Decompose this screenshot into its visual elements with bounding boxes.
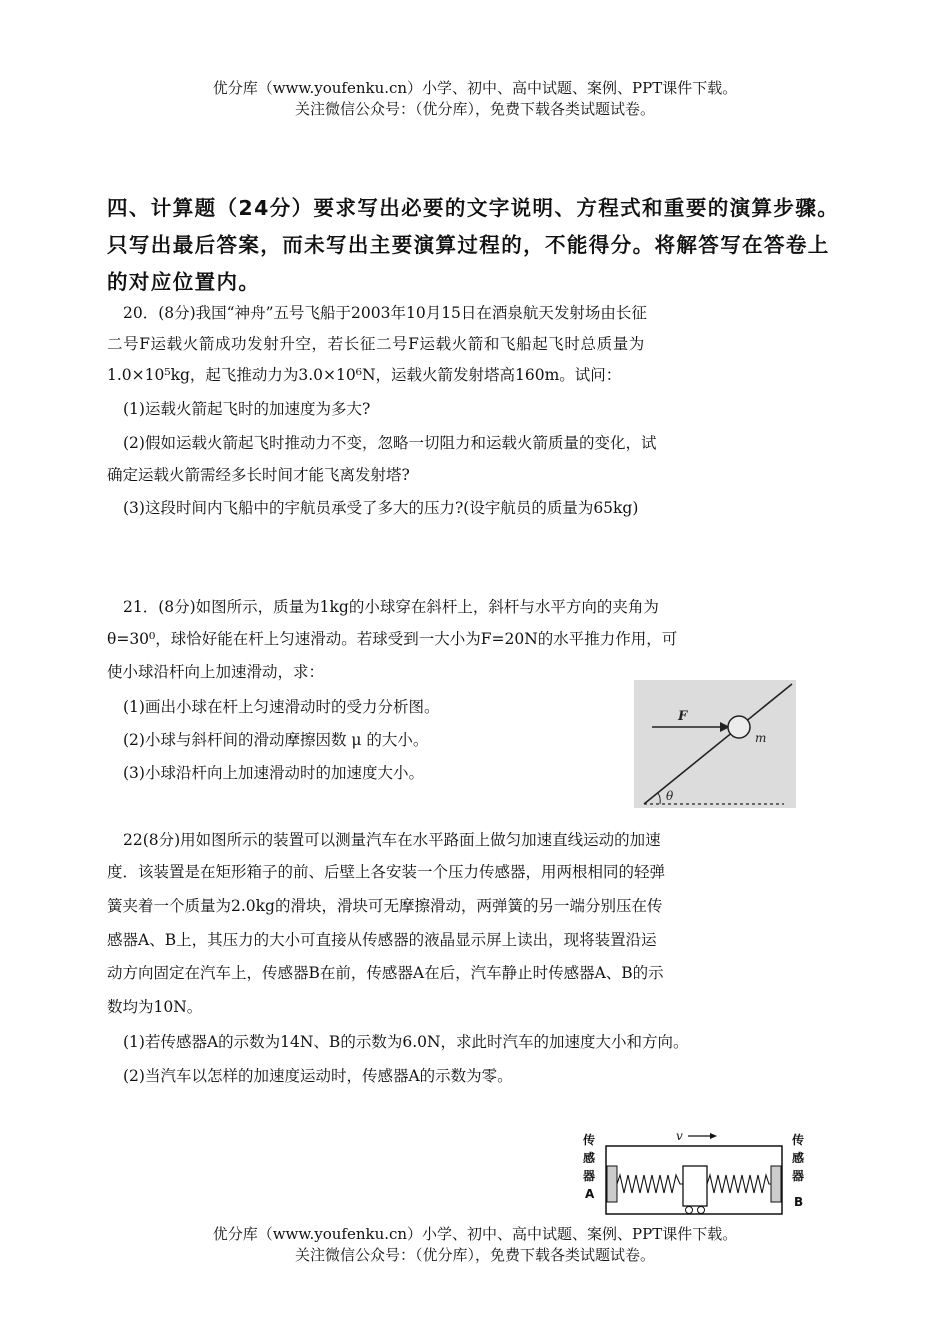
- sensor-b: [771, 1166, 781, 1202]
- header-line-2: 关注微信公众号：（优分库），免费下载各类试题试卷。: [294, 100, 655, 118]
- q21-line-5: (2)小球与斜杆间的滑动摩擦因数 μ 的大小。: [123, 731, 429, 749]
- q22-line-5: 动方向固定在汽车上，传感器B在前，传感器A在后，汽车静止时传感器A、B的示: [107, 964, 664, 982]
- q22-line-6: 数均为10N。: [107, 998, 203, 1016]
- q20-line-2: 二号F运载火箭成功发射升空，若长征二号F运载火箭和飞船起飞时总质量为: [107, 335, 645, 353]
- q21-line-2: θ=30⁰，球恰好能在杆上匀速滑动。若球受到一大小为F=20N的水平推力作用，可: [107, 630, 678, 648]
- mass-label: m: [755, 731, 767, 745]
- q22-line-3: 簧夹着一个质量为2.0kg的滑块，滑块可无摩擦滑动，两弹簧的另一端分别压在传: [107, 897, 663, 915]
- right-spring: [707, 1175, 771, 1193]
- header-line-1: 优分库（www.youfenku.cn）小学、初中、高中试题、案例、PPT课件下载。: [212, 79, 738, 97]
- slider-wheel-right: [698, 1207, 705, 1214]
- sensor-box-diagram: [580, 1126, 810, 1226]
- footer-line-1: 优分库（www.youfenku.cn）小学、初中、高中试题、案例、PPT课件下载。: [212, 1225, 738, 1243]
- q22-line-2: 度．该装置是在矩形箱子的前、后壁上各安装一个压力传感器，用两根相同的轻弹: [107, 863, 666, 881]
- q20-line-7: (3)这段时间内飞船中的宇航员承受了多大的压力?(设宇航员的质量为65kg): [123, 499, 639, 517]
- incline-rod-diagram: [634, 680, 796, 808]
- q21-line-1: 21．(8分)如图所示，质量为1kg的小球穿在斜杆上，斜杆与水平方向的夹角为: [123, 598, 659, 616]
- q22-line-8: (2)当汽车以怎样的加速度运动时，传感器A的示数为零。: [123, 1067, 513, 1085]
- left-label-char-4: A: [585, 1187, 595, 1201]
- right-sensor-label: [791, 1132, 804, 1209]
- q21-line-4: (1)画出小球在杆上匀速滑动时的受力分析图。: [123, 698, 440, 716]
- right-label-char-1: 传: [792, 1133, 805, 1147]
- left-sensor-label: [582, 1132, 595, 1201]
- page-footer: [0, 1224, 950, 1266]
- sensor-box-figure: [580, 1126, 810, 1226]
- incline-rod-figure: [634, 680, 796, 808]
- q20-line-1: 20．(8分)我国“神舟”五号飞船于2003年10月15日在酒泉航天发射场由长征: [123, 304, 647, 322]
- angle-label: θ: [666, 789, 674, 803]
- right-label-char-2: 感: [792, 1151, 805, 1165]
- incline-rod: [644, 684, 792, 804]
- slider-wheel-left: [686, 1207, 693, 1214]
- page-header: [0, 78, 950, 120]
- sensor-a: [607, 1166, 617, 1202]
- velocity-arrowhead: [710, 1133, 717, 1139]
- q21-line-6: (3)小球沿杆向上加速滑动时的加速度大小。: [123, 764, 424, 782]
- q20-line-5: (2)假如运载火箭起飞时推动力不变，忽略一切阻力和运载火箭质量的变化，试: [123, 434, 657, 452]
- left-spring: [617, 1175, 683, 1193]
- q21-line-3: 使小球沿杆向上加速滑动，求：: [107, 663, 325, 681]
- force-label: F: [678, 709, 688, 724]
- q22-line-4: 感器A、B上，其压力的大小可直接从传感器的液晶显示屏上读出，现将装置沿运: [107, 931, 657, 949]
- slider-block: [683, 1166, 707, 1206]
- right-label-char-3: 器: [792, 1169, 805, 1183]
- q22-line-7: (1)若传感器A的示数为14N、B的示数为6.0N，求此时汽车的加速度大小和方向。: [123, 1033, 689, 1051]
- q20-line-6: 确定运载火箭需经多长时间才能飞离发射塔?: [107, 466, 410, 484]
- ball: [728, 716, 750, 738]
- velocity-label: v: [676, 1129, 683, 1143]
- left-label-char-1: 传: [583, 1133, 596, 1147]
- angle-arc: [658, 793, 660, 804]
- left-label-char-3: 器: [583, 1169, 596, 1183]
- q20-line-4: (1)运载火箭起飞时的加速度为多大?: [123, 400, 371, 418]
- left-label-char-2: 感: [583, 1151, 596, 1165]
- q22-line-1: 22(8分)用如图所示的装置可以测量汽车在水平路面上做匀加速直线运动的加速: [123, 831, 661, 849]
- q20-line-3: 1.0×10⁵kg，起飞推动力为3.0×10⁶N，运载火箭发射塔高160m。试问：: [107, 366, 622, 384]
- right-label-char-4: B: [794, 1195, 804, 1209]
- section-heading: 四、计算题（24分）要求写出必要的文字说明、方程式和重要的演算步骤。只写出最后答案，而未写出主要演算过程的，不能得分。将解答写在答卷上的对应位置内。: [107, 196, 840, 294]
- footer-line-2: 关注微信公众号：（优分库），免费下载各类试题试卷。: [294, 1246, 655, 1264]
